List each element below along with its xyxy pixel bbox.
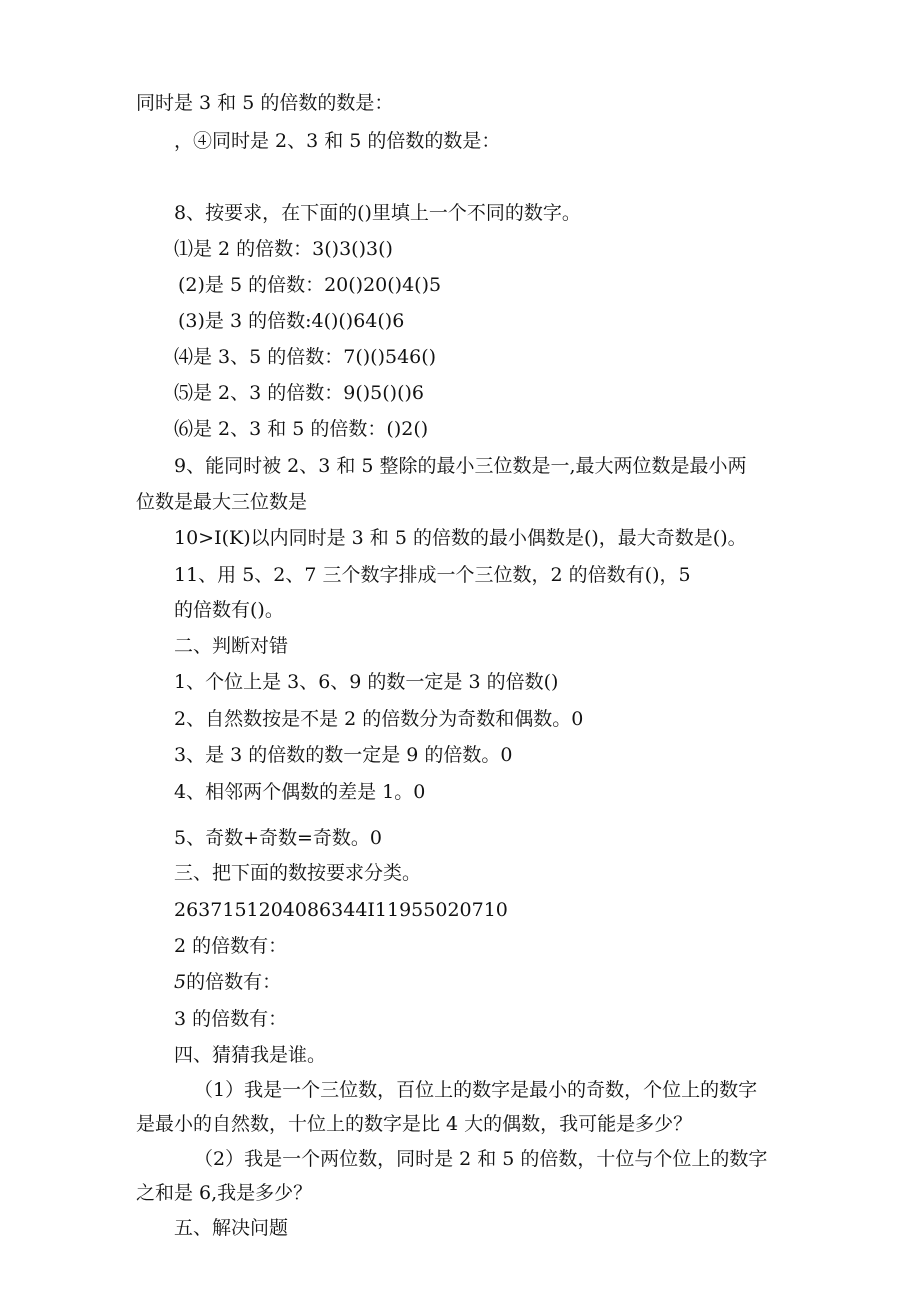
text-line: 2 的倍数有：	[174, 935, 288, 957]
italic-number: 5	[174, 971, 187, 993]
text-line: ，④同时是 2、3 和 5 的倍数的数是：	[174, 130, 501, 152]
section-5-heading: 五、解决问题	[174, 1217, 289, 1239]
section-2-heading: 二、判断对错	[174, 635, 289, 657]
text-line: 4、相邻两个偶数的差是 1。0	[174, 781, 426, 803]
number-list: 2637151204086344I11955020710	[174, 899, 508, 921]
text-line: 3、是 3 的倍数的数一定是 9 的倍数。0	[174, 744, 513, 766]
section-4-heading: 四、猜猜我是谁。	[174, 1044, 327, 1066]
question-8-title: 8、按要求，在下面的()里填上一个不同的数字。	[174, 202, 581, 224]
question-11: 11、用 5、2、7 三个数字排成一个三位数，2 的倍数有()，5	[174, 564, 691, 586]
section-3-heading: 三、把下面的数按要求分类。	[174, 862, 422, 884]
text-line: 1、个位上是 3、6、9 的数一定是 3 的倍数()	[174, 671, 559, 693]
text-line: ⑴是 2 的倍数：3()3()3()	[174, 238, 393, 260]
text-line: ⑷是 3、5 的倍数：7()()546()	[174, 346, 437, 368]
text-line: 位数是最大三位数是	[136, 491, 308, 513]
question-text: （1）我是一个三位数，百位上的数字是最小的奇数，个位上的数字	[194, 1079, 758, 1101]
question-10: 10>I(K)以内同时是 3 和 5 的倍数的最小偶数是()，最大奇数是()。	[174, 527, 747, 549]
text-line: (3)是 3 的倍数:4()()64()6	[178, 310, 405, 332]
question-9: 9、能同时被 2、3 和 5 整除的最小三位数是一,最大两位数是最小两	[174, 455, 747, 477]
text-line: ⑹是 2、3 和 5 的倍数：()2()	[174, 418, 429, 440]
text-line: 之和是 6,我是多少？	[136, 1182, 313, 1204]
text-line: (2)是 5 的倍数：20()20()4()5	[178, 274, 442, 296]
question-text: （2）我是一个两位数，同时是 2 和 5 的倍数，十位与个位上的数字	[194, 1148, 768, 1170]
text-line: 3 的倍数有：	[174, 1008, 288, 1030]
text-line: 是最小的自然数，十位上的数字是比 4 大的偶数，我可能是多少？	[136, 1113, 693, 1135]
text-line: 5的倍数有：	[174, 971, 282, 993]
text-line: 的倍数有()。	[174, 599, 284, 621]
text-line: 2、自然数按是不是 2 的倍数分为奇数和偶数。0	[174, 708, 584, 730]
text-line: ⑸是 2、3 的倍数：9()5()()6	[174, 382, 424, 404]
text-line: 5、奇数+奇数=奇数。0	[174, 827, 383, 849]
text-line: 同时是 3 和 5 的倍数的数是：	[136, 92, 394, 114]
